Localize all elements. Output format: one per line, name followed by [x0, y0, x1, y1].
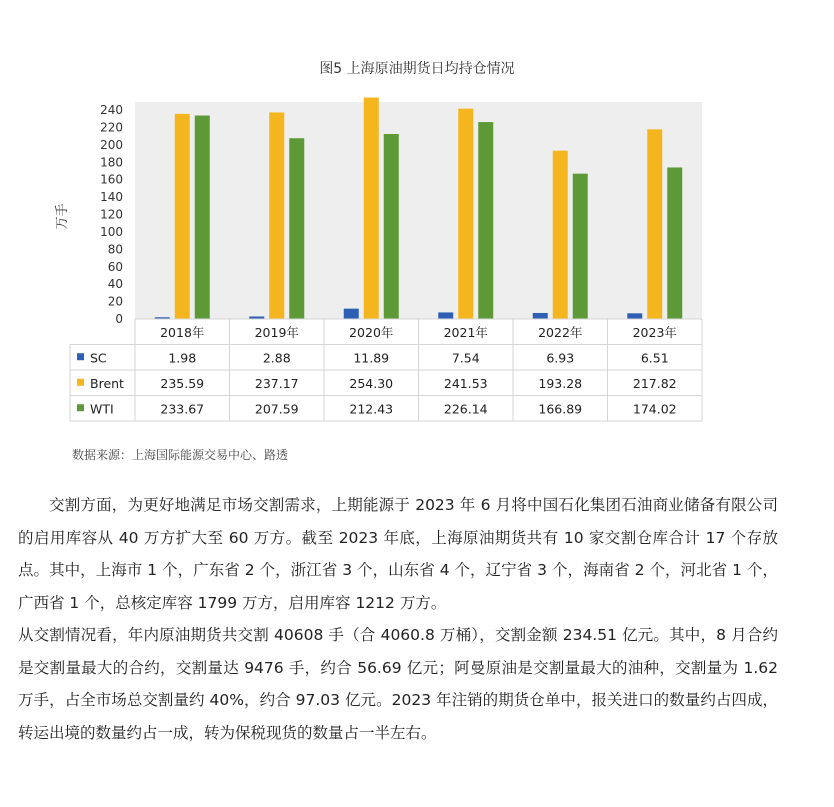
data-value-label: 241.53	[443, 375, 488, 391]
bar-brent	[647, 129, 662, 319]
data-value-label: 237.17	[254, 375, 299, 391]
bar-brent	[175, 114, 190, 319]
y-tick-label: 20	[107, 294, 123, 309]
bar-brent	[458, 109, 473, 319]
bar-sc	[533, 313, 548, 319]
bar-sc	[438, 312, 453, 319]
bar-wti	[667, 167, 682, 319]
legend-label-brent: Brent	[90, 375, 124, 391]
data-value-label: 6.51	[640, 350, 669, 366]
y-tick-label: 160	[100, 172, 123, 187]
body-text	[18, 489, 778, 749]
data-value-label: 166.89	[538, 401, 583, 417]
y-tick-label: 0	[115, 312, 123, 326]
bar-sc	[344, 309, 359, 319]
data-value-label: 7.54	[451, 350, 480, 366]
data-value-label: 235.59	[160, 375, 205, 391]
category-label: 2023年	[632, 324, 677, 340]
y-tick-label: 240	[100, 103, 123, 117]
y-tick-label: 180	[100, 155, 123, 170]
bar-wti	[384, 134, 399, 319]
plot-background	[135, 102, 702, 319]
data-value-label: 1.98	[168, 350, 197, 366]
category-label: 2021年	[443, 324, 488, 340]
data-value-label: 6.93	[546, 350, 575, 366]
category-label: 2018年	[160, 324, 205, 340]
legend-swatch-sc	[77, 353, 84, 360]
bar-wti	[573, 174, 588, 319]
y-tick-label: 120	[100, 207, 123, 222]
y-tick-label: 60	[107, 259, 123, 274]
category-label: 2019年	[254, 324, 299, 340]
data-value-label: 233.67	[160, 401, 205, 417]
data-value-label: 207.59	[254, 401, 299, 417]
bar-brent	[553, 151, 568, 319]
bar-wti	[289, 138, 304, 319]
legend-label-sc: SC	[90, 350, 107, 366]
source-note: 数据来源：上海国际能源交易中心、路透	[72, 448, 289, 462]
data-value-label: 174.02	[632, 401, 677, 417]
paragraph: 从交割情况看，年内原油期货共交割 40608 手（合 4060.8 万桶），交割金额 234.51 亿元。其中，8 月合约是交割量最大的合约，交割量达 9476 手，约合 56.69 亿元；阿曼原油是交割量最大的油种，交割量为 1.62 万手，占全市场总交割量约 40%，约合 97.03 亿元。2023 年注销的期货仓单中，报关进口的数量约占四成，转运出境的数量约占一成，转为保税现货的数量占一半左右。	[18, 626, 778, 742]
bar-sc	[627, 313, 642, 319]
category-label: 2020年	[349, 324, 394, 340]
y-tick-label: 220	[100, 120, 123, 135]
data-value-label: 254.30	[349, 375, 394, 391]
category-label: 2022年	[538, 324, 583, 340]
bar-wti	[478, 122, 493, 319]
y-tick-label: 140	[100, 190, 123, 205]
y-tick-label: 200	[100, 137, 123, 152]
y-tick-label: 80	[107, 242, 123, 257]
paragraph: 交割方面，为更好地满足市场交割需求，上期能源于 2023 年 6 月将中国石化集团石油商业储备有限公司的启用库容从 40 万方扩大至 60 万方。截至 2023 年底，上海原油期货共有 10 家交割仓库合计 17 个存放点。其中，上海市 1 个，广东省 2 个，浙江省 3 个，山东省 4 个，辽宁省 3 个，海南省 2 个，河北省 1 个，广西省 1 个，总核定库容 1799 万方，启用库容 1212 万方。	[18, 496, 778, 612]
y-tick-label: 100	[100, 224, 123, 239]
chart-title: 图5 上海原油期货日均持仓情况	[319, 61, 515, 77]
data-value-label: 212.43	[349, 401, 394, 417]
legend-label-wti: WTI	[90, 401, 114, 417]
bar-wti	[195, 116, 210, 319]
y-axis-label: 万手	[55, 203, 70, 230]
data-value-label: 2.88	[262, 350, 291, 366]
legend-swatch-wti	[77, 404, 84, 411]
y-tick-label: 40	[107, 277, 123, 292]
data-value-label: 11.89	[353, 350, 390, 366]
bar-brent	[269, 112, 284, 319]
data-value-label: 193.28	[538, 375, 583, 391]
bar-brent	[364, 98, 379, 319]
data-value-label: 226.14	[443, 401, 488, 417]
data-value-label: 217.82	[632, 375, 677, 391]
legend-swatch-brent	[77, 379, 84, 386]
